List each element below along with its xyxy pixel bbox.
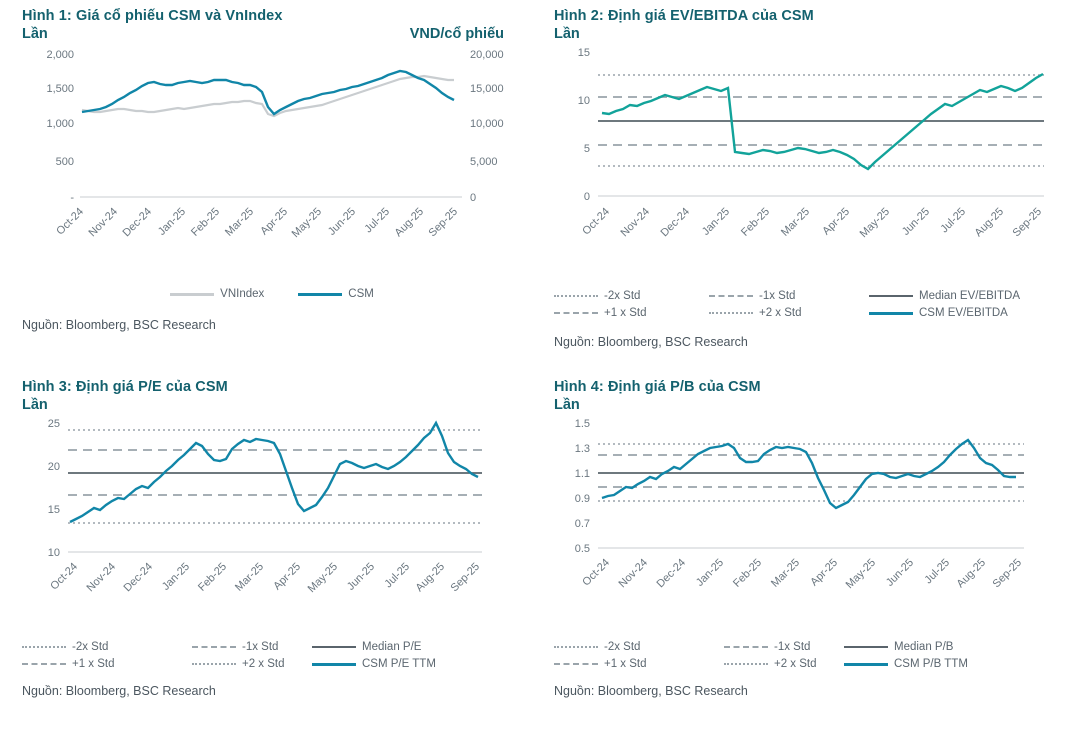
svg-text:0: 0 [470, 192, 477, 204]
panel-pe [0, 371, 532, 742]
legend-item [554, 658, 724, 670]
svg-text:Apr-25: Apr-25 [820, 205, 853, 238]
chart-svg-4 [554, 413, 1054, 633]
series-vnindex [82, 76, 454, 116]
chart-svg-3 [22, 413, 522, 633]
source-note: Nguồn: Bloomberg, BSC Research [554, 335, 748, 349]
legend-label: -2x Std [72, 641, 109, 653]
svg-text:Nov-24: Nov-24 [616, 556, 651, 591]
svg-text:10,000: 10,000 [470, 118, 504, 130]
legend-label: CSM EV/EBITDA [919, 307, 1008, 319]
legend-label: Median P/E [362, 641, 422, 653]
legend-swatch-plus1std [554, 312, 598, 314]
legend-label: -2x Std [604, 290, 641, 302]
series-pb [602, 440, 1016, 508]
svg-text:1.5: 1.5 [574, 418, 590, 430]
legend-swatch-series [312, 663, 356, 666]
legend-item [312, 641, 421, 653]
svg-text:Jun-25: Jun-25 [899, 205, 933, 238]
y-axis-ticks-4 [575, 418, 590, 555]
y-axis-ticks-2 [578, 47, 590, 203]
x-axis-labels-2 [580, 206, 1044, 240]
svg-text:-: - [70, 192, 74, 204]
svg-text:May-25: May-25 [289, 205, 325, 241]
svg-text:Feb-25: Feb-25 [730, 556, 765, 590]
legend-label: -1x Std [242, 641, 279, 653]
legend-swatch-minus1std [192, 646, 236, 648]
source-note: Nguồn: Bloomberg, BSC Research [554, 684, 748, 698]
legend-swatch-csm [298, 293, 342, 296]
legend-item [298, 288, 374, 300]
legend-label: +1 x Std [604, 307, 647, 319]
plot-area-4 [554, 413, 1061, 698]
svg-text:Mar-25: Mar-25 [778, 205, 813, 239]
legend-label: Median EV/EBITDA [919, 290, 1020, 302]
legend-swatch-plus1std [22, 663, 66, 665]
svg-text:25: 25 [47, 418, 60, 430]
svg-text:0: 0 [583, 191, 590, 203]
panel-ev-ebitda [532, 0, 1071, 371]
axis-unit-left: Lần [22, 397, 48, 413]
y-axis-left-ticks [46, 49, 74, 204]
svg-text:Aug-25: Aug-25 [972, 205, 1007, 240]
legend-swatch-series [844, 663, 888, 666]
legend-item [709, 290, 869, 302]
svg-text:1,500: 1,500 [46, 83, 74, 95]
svg-text:15: 15 [47, 504, 60, 516]
svg-text:1.1: 1.1 [574, 468, 590, 480]
svg-text:Sep-25: Sep-25 [426, 205, 461, 240]
legend-swatch-minus1std [709, 295, 753, 297]
legend-label: VNIndex [220, 288, 265, 300]
svg-text:Dec-24: Dec-24 [121, 560, 156, 595]
legend-item [22, 641, 192, 653]
legend-swatch-minus2std [22, 646, 66, 648]
svg-text:10: 10 [47, 547, 60, 559]
legend-item [170, 288, 264, 300]
chart-svg-1 [22, 42, 522, 282]
panel-title: Hình 2: Định giá EV/EBITDA của CSM [554, 8, 814, 24]
legend-item [192, 641, 312, 653]
legend-label: +2 x Std [759, 307, 802, 319]
legend-swatch-plus1std [554, 663, 598, 665]
x-axis-labels-3 [48, 561, 482, 595]
legend-label: CSM P/B TTM [894, 658, 968, 670]
legend-label: Median P/B [894, 641, 954, 653]
svg-text:1.3: 1.3 [574, 443, 590, 455]
legend-item [22, 658, 192, 670]
legend-4 [554, 641, 1061, 670]
svg-text:Apr-25: Apr-25 [271, 560, 304, 593]
source-note: Nguồn: Bloomberg, BSC Research [22, 318, 216, 332]
legend-swatch-median [312, 646, 356, 648]
y-axis-right-ticks [470, 49, 504, 204]
svg-text:500: 500 [55, 156, 74, 168]
svg-text:May-25: May-25 [857, 205, 893, 241]
legend-item [709, 307, 869, 319]
legend-item [869, 307, 1008, 319]
svg-text:Aug-25: Aug-25 [413, 560, 448, 595]
svg-text:Jan-25: Jan-25 [159, 560, 193, 593]
svg-text:5,000: 5,000 [470, 156, 498, 168]
svg-text:1,000: 1,000 [46, 118, 74, 130]
legend-item [844, 658, 968, 670]
legend-swatch-plus2std [192, 663, 236, 665]
svg-text:Aug-25: Aug-25 [954, 556, 989, 591]
legend-item [312, 658, 436, 670]
svg-text:Mar-25: Mar-25 [768, 556, 803, 590]
svg-text:Jun-25: Jun-25 [344, 560, 378, 593]
x-axis-labels-1 [54, 206, 460, 240]
svg-text:2,000: 2,000 [46, 49, 74, 61]
legend-item [554, 307, 709, 319]
legend-1 [22, 288, 522, 300]
svg-text:Aug-25: Aug-25 [392, 205, 427, 240]
svg-text:Jul-25: Jul-25 [362, 205, 393, 236]
svg-text:10: 10 [577, 95, 590, 107]
axis-unit-left: Lần [554, 26, 580, 42]
svg-text:Nov-24: Nov-24 [618, 205, 653, 240]
svg-text:Sep-25: Sep-25 [1010, 205, 1045, 240]
svg-text:Dec-24: Dec-24 [654, 556, 689, 591]
svg-text:0.7: 0.7 [574, 518, 590, 530]
panel-title: Hình 4: Định giá P/B của CSM [554, 379, 761, 395]
svg-text:Feb-25: Feb-25 [195, 560, 230, 594]
svg-text:Apr-25: Apr-25 [258, 205, 291, 238]
svg-text:Dec-24: Dec-24 [120, 205, 155, 240]
legend-3 [22, 641, 522, 670]
svg-text:5: 5 [583, 143, 590, 155]
svg-text:Oct-24: Oct-24 [580, 205, 613, 238]
svg-text:Mar-25: Mar-25 [232, 560, 267, 594]
svg-text:Apr-25: Apr-25 [808, 556, 841, 589]
legend-label: +2 x Std [242, 658, 285, 670]
svg-text:Mar-25: Mar-25 [222, 205, 257, 239]
legend-label: -1x Std [759, 290, 796, 302]
legend-swatch-minus1std [724, 646, 768, 648]
legend-item [724, 641, 844, 653]
legend-item [844, 641, 953, 653]
legend-item [554, 290, 709, 302]
svg-text:Sep-25: Sep-25 [448, 560, 483, 595]
svg-text:Oct-24: Oct-24 [54, 205, 87, 238]
legend-swatch-minus2std [554, 295, 598, 297]
panel-title: Hình 3: Định giá P/E của CSM [22, 379, 228, 395]
svg-text:Jul-25: Jul-25 [922, 556, 953, 587]
svg-text:15,000: 15,000 [470, 83, 504, 95]
plot-area-2 [554, 42, 1061, 349]
svg-text:Jul-25: Jul-25 [382, 560, 413, 591]
plot-area-1 [22, 42, 522, 332]
x-axis-labels-4 [580, 557, 1024, 591]
svg-text:15: 15 [577, 47, 590, 59]
svg-text:Sep-25: Sep-25 [990, 556, 1025, 591]
legend-item [554, 641, 724, 653]
svg-text:Oct-24: Oct-24 [48, 560, 81, 593]
legend-item [869, 290, 1020, 302]
axis-unit-left: Lần [22, 26, 48, 42]
legend-label: +2 x Std [774, 658, 817, 670]
legend-swatch-series [869, 312, 913, 315]
axis-unit-right: VND/cổ phiếu [409, 26, 504, 42]
svg-text:Dec-24: Dec-24 [658, 205, 693, 240]
svg-text:20: 20 [47, 461, 60, 473]
svg-text:May-25: May-25 [843, 556, 879, 592]
svg-text:Jun-25: Jun-25 [883, 556, 917, 589]
legend-swatch-plus2std [724, 663, 768, 665]
legend-label: -2x Std [604, 641, 641, 653]
svg-text:Nov-24: Nov-24 [86, 205, 121, 240]
svg-text:20,000: 20,000 [470, 49, 504, 61]
svg-text:Feb-25: Feb-25 [188, 205, 223, 239]
svg-text:Nov-24: Nov-24 [84, 560, 119, 595]
svg-text:May-25: May-25 [305, 560, 341, 596]
legend-swatch-vnindex [170, 293, 214, 296]
legend-label: +1 x Std [604, 658, 647, 670]
legend-swatch-median [869, 295, 913, 297]
svg-text:Oct-24: Oct-24 [580, 556, 613, 589]
legend-label: CSM P/E TTM [362, 658, 436, 670]
panel-stock-price [0, 0, 532, 371]
legend-swatch-plus2std [709, 312, 753, 314]
legend-swatch-minus2std [554, 646, 598, 648]
legend-2 [554, 290, 1061, 319]
svg-text:Jan-25: Jan-25 [155, 205, 189, 238]
svg-text:Jan-25: Jan-25 [693, 556, 727, 589]
legend-item [724, 658, 844, 670]
legend-item [192, 658, 312, 670]
panel-pb [532, 371, 1071, 742]
source-note: Nguồn: Bloomberg, BSC Research [22, 684, 216, 698]
svg-text:Jun-25: Jun-25 [325, 205, 359, 238]
series-csm [82, 71, 454, 114]
chart-svg-2 [554, 42, 1054, 282]
svg-text:0.5: 0.5 [574, 543, 590, 555]
axis-unit-left: Lần [554, 397, 580, 413]
panel-title: Hình 1: Giá cổ phiếu CSM và VnIndex [22, 8, 283, 24]
y-axis-ticks-3 [48, 418, 60, 559]
svg-text:Jul-25: Jul-25 [938, 205, 969, 236]
legend-swatch-median [844, 646, 888, 648]
legend-label: +1 x Std [72, 658, 115, 670]
svg-text:0.9: 0.9 [574, 493, 590, 505]
legend-label: -1x Std [774, 641, 811, 653]
svg-text:Jan-25: Jan-25 [699, 205, 733, 238]
plot-area-3 [22, 413, 522, 698]
svg-text:Feb-25: Feb-25 [738, 205, 773, 239]
legend-label: CSM [348, 288, 374, 300]
